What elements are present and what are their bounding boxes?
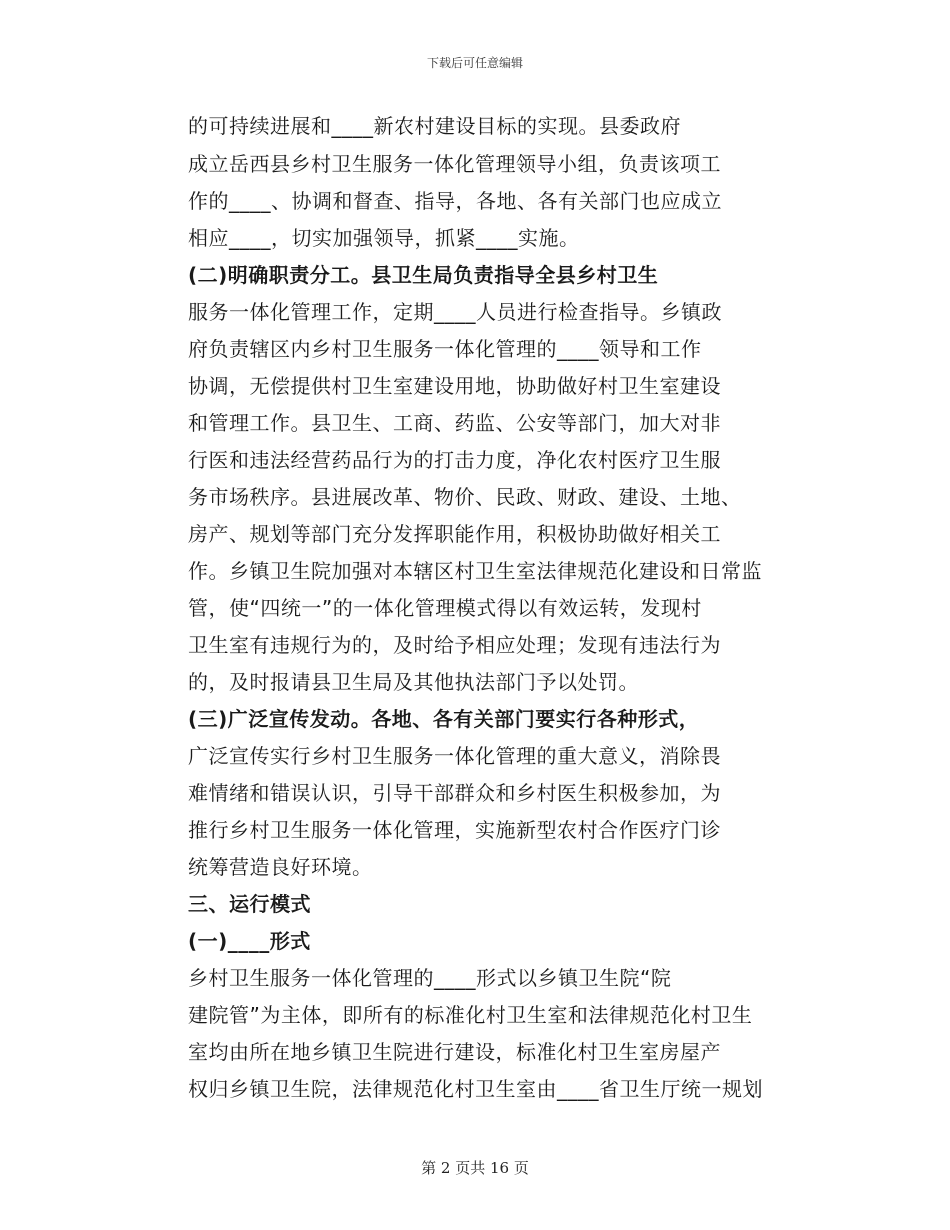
text-line: 作的____、协调和督查、指导，各地、各有关部门也应成立: [188, 189, 722, 213]
text-line: 室均由所在地乡镇卫生院进行建设，标准化村卫生室房屋产: [188, 1040, 721, 1064]
text-line: 推行乡村卫生服务一体化管理，实施新型农村合作医疗门诊: [188, 818, 721, 842]
text-line: 成立岳西县乡村卫生服务一体化管理领导小组，负责该项工: [188, 152, 721, 176]
text-line: 作。乡镇卫生院加强对本辖区村卫生室法律规范化建设和日常监: [188, 559, 762, 583]
page-footer: 第 2 页共 16 页: [421, 1159, 529, 1177]
text-line: 的可持续进展和____新农村建设目标的实现。县委政府: [188, 114, 681, 138]
text-line: 行医和违法经营药品行为的打击力度，净化农村医疗卫生服: [188, 448, 721, 472]
text-line: 建院管”为主体，即所有的标准化村卫生室和法律规范化村卫生: [188, 1003, 753, 1027]
text-line: 房产、规划等部门充分发挥职能作用，积极协助做好相关工: [188, 522, 721, 546]
text-line: 服务一体化管理工作，定期____人员进行检查指导。乡镇政: [188, 300, 722, 324]
text-line: 协调，无偿提供村卫生室建设用地，协助做好村卫生室建设: [188, 374, 721, 398]
text-line: 乡村卫生服务一体化管理的____形式以乡镇卫生院“院: [188, 966, 672, 990]
text-line: 务市场秩序。县进展改革、物价、民政、财政、建设、土地、: [188, 485, 742, 509]
section-heading: (二)明确职责分工。县卫生局负责指导全县乡村卫生: [188, 263, 659, 287]
text-line: 府负责辖区内乡村卫生服务一体化管理的____领导和工作: [188, 337, 702, 361]
text-line: 的，及时报请县卫生局及其他执法部门予以处罚。: [188, 670, 639, 694]
section-heading: (一)____形式: [188, 929, 311, 953]
page-header: 下载后可任意编辑: [426, 56, 523, 70]
text-line: 难情绪和错误认识，引导干部群众和乡村医生积极参加，为: [188, 781, 721, 805]
text-line: 管，使“四统一”的一体化管理模式得以有效运转，发现村: [188, 596, 702, 620]
text-line: 和管理工作。县卫生、工商、药监、公安等部门，加大对非: [188, 411, 721, 435]
text-line: 广泛宣传实行乡村卫生服务一体化管理的重大意义，消除畏: [188, 744, 721, 768]
text-line: 统筹营造良好环境。: [188, 855, 373, 879]
text-line: 相应____，切实加强领导，抓紧____实施。: [188, 226, 580, 250]
section-heading: 三、运行模式: [188, 892, 311, 916]
text-line: 权归乡镇卫生院，法律规范化村卫生室由____省卫生厅统一规划: [188, 1077, 763, 1101]
text-line: 卫生室有违规行为的，及时给予相应处理；发现有违法行为: [188, 633, 721, 657]
section-heading: (三)广泛宣传发动。各地、各有关部门要实行各种形式，: [188, 707, 700, 731]
